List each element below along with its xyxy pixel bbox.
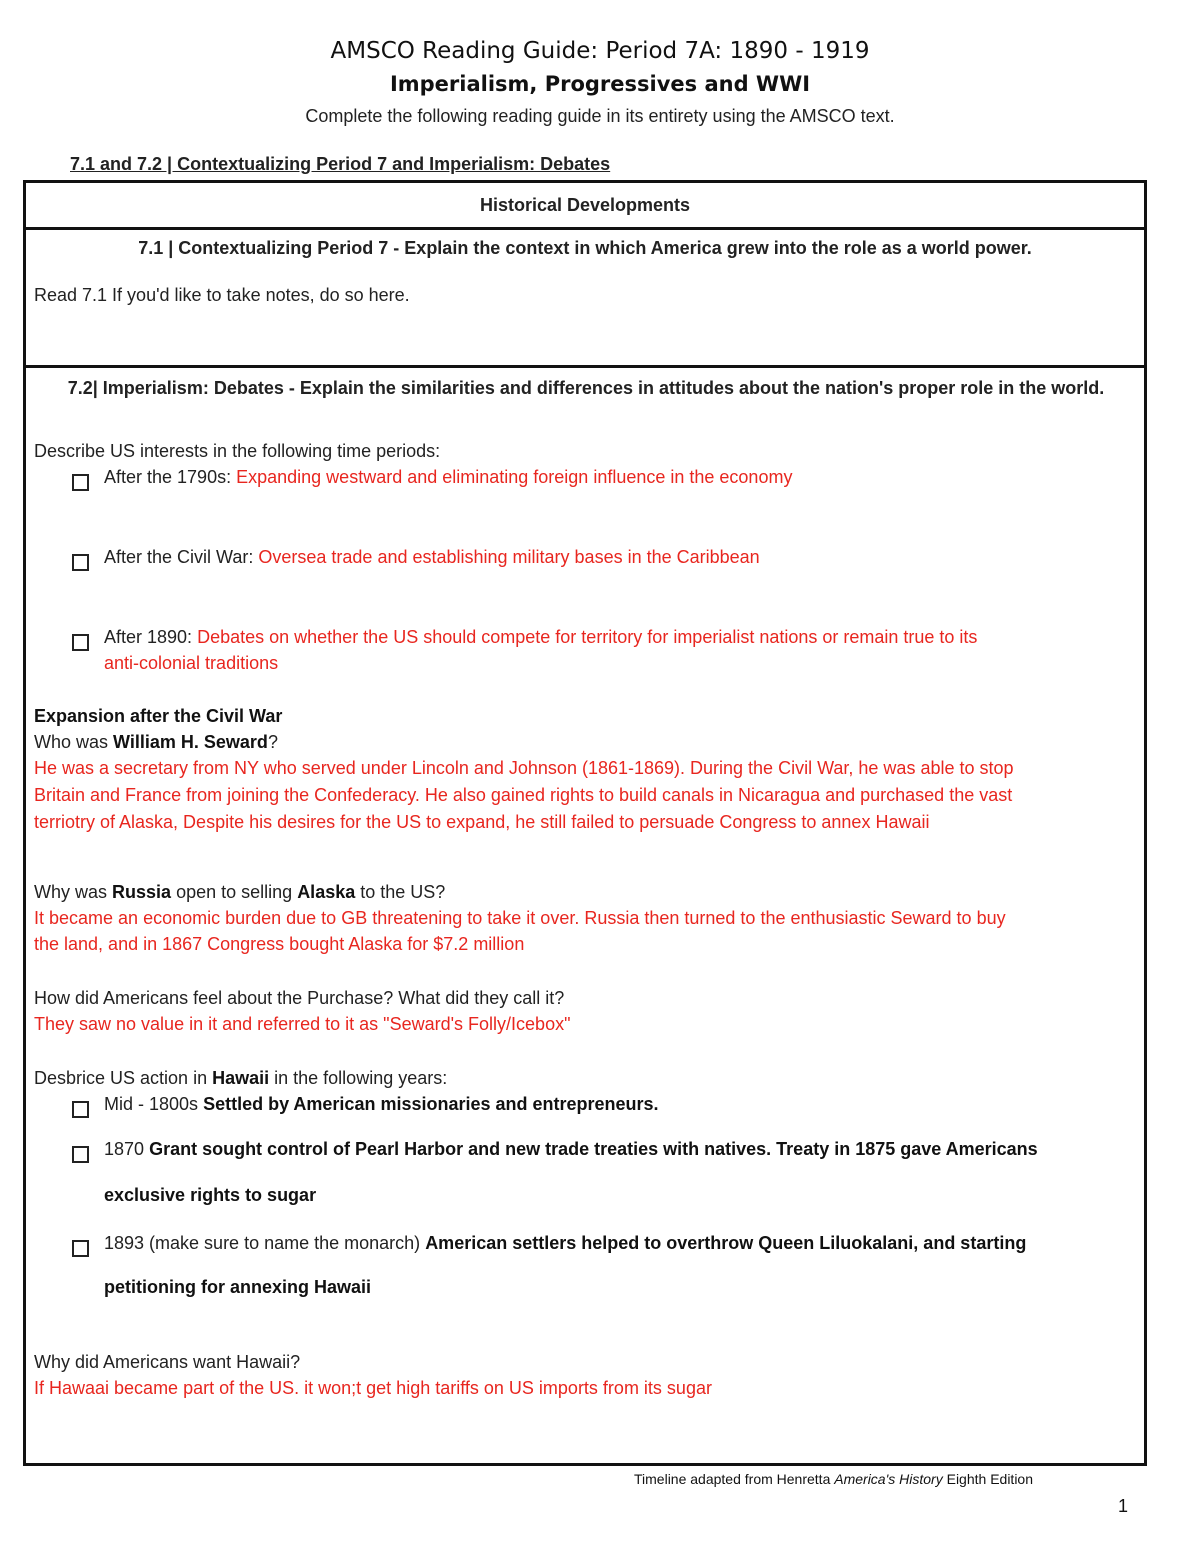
period-1890-answer-cont: anti-colonial traditions: [104, 653, 279, 673]
checkbox-1790s[interactable]: [72, 474, 89, 491]
expansion-heading: Expansion after the Civil War: [34, 706, 283, 726]
hawaii-1893-cont: petitioning for annexing Hawaii: [104, 1277, 372, 1297]
hawaii-question: Desbrice US action in Hawaii in the following years:: [34, 1068, 448, 1088]
period-1790s: After the 1790s: Expanding westward and eliminating foreign influence in the economy: [104, 467, 793, 487]
instructions: Complete the following reading guide in its entirety using the AMSCO text.: [305, 106, 895, 126]
seward-answer-line-1: He was a secretary from NY who served under Lincoln and Johnson (1861-1869). During the Civil War, he was able to stop: [34, 758, 1014, 778]
period-1890: After 1890: Debates on whether the US should compete for territory for imperialist nations or remain true to its: [104, 627, 978, 647]
purchase-question: How did Americans feel about the Purchase? What did they call it?: [34, 988, 565, 1008]
russia-answer-line-1: It became an economic burden due to GB threatening to take it over. Russia then turned to the enthusiastic Seward to buy: [34, 908, 1006, 928]
hawaii-1893: 1893 (make sure to name the monarch) American settlers helped to overthrow Queen Liluokalani, and starting: [104, 1233, 1027, 1253]
period-civil-war: After the Civil War: Oversea trade and establishing military bases in the Caribbean: [104, 547, 760, 567]
russia-answer-line-2: the land, and in 1867 Congress bought Alaska for $7.2 million: [34, 934, 525, 954]
guide-subtitle-title: Imperialism, Progressives and WWI: [389, 72, 811, 96]
context-note: Read 7.1 If you'd like to take notes, do so here.: [34, 285, 410, 305]
imperialism-heading: 7.2| Imperialism: Debates - Explain the similarities and differences in attitudes about the nation's proper role in the world.: [67, 378, 1105, 398]
checkbox-mid-1800s[interactable]: [72, 1101, 89, 1118]
want-hawaii-question: Why did Americans want Hawaii?: [34, 1352, 301, 1372]
hawaii-1870: 1870 Grant sought control of Pearl Harbor and new trade treaties with natives. Treaty in 1875 gave Americans: [104, 1139, 1038, 1159]
hawaii-1870-cont: exclusive rights to sugar: [104, 1185, 317, 1205]
seward-answer-line-2: Britain and France from joining the Confederacy. He also gained rights to build canals in Nicaragua and purchased the vast: [34, 785, 1013, 805]
russia-question: Why was Russia open to selling Alaska to the US?: [34, 882, 446, 902]
seward-answer-line-3: terriotry of Alaska, Despite his desires for the US to expand, he still failed to persuade Congress to annex Hawaii: [34, 812, 930, 832]
context-heading: 7.1 | Contextualizing Period 7 - Explain the context in which America grew into the role as a world power.: [138, 238, 1032, 258]
section-heading: 7.1 and 7.2 | Contextualizing Period 7 and Imperialism: Debates: [70, 154, 611, 174]
table-header: Historical Developments: [26, 183, 1144, 230]
checkbox-1890[interactable]: [72, 634, 89, 651]
guide-title: AMSCO Reading Guide: Period 7A: 1890 - 1919: [330, 38, 870, 64]
checkbox-civil-war[interactable]: [72, 554, 89, 571]
interests-prompt: Describe US interests in the following time periods:: [34, 441, 441, 461]
hawaii-mid-1800s: Mid - 1800s Settled by American missionaries and entrepreneurs.: [104, 1094, 659, 1114]
page-number: 1: [1118, 1496, 1129, 1516]
purchase-answer: They saw no value in it and referred to it as "Seward's Folly/Icebox": [34, 1014, 571, 1034]
footer-credit: Timeline adapted from Henretta America's History Eighth Edition: [634, 1471, 1034, 1487]
want-hawaii-answer: If Hawaai became part of the US. it won;t get high tariffs on US imports from its sugar: [34, 1378, 712, 1398]
checkbox-1870[interactable]: [72, 1146, 89, 1163]
seward-question: Who was William H. Seward?: [34, 732, 278, 752]
checkbox-1893[interactable]: [72, 1240, 89, 1257]
context-row: [26, 230, 1144, 368]
imperialism-row: [26, 368, 1144, 1463]
developments-table: [23, 180, 1147, 1466]
